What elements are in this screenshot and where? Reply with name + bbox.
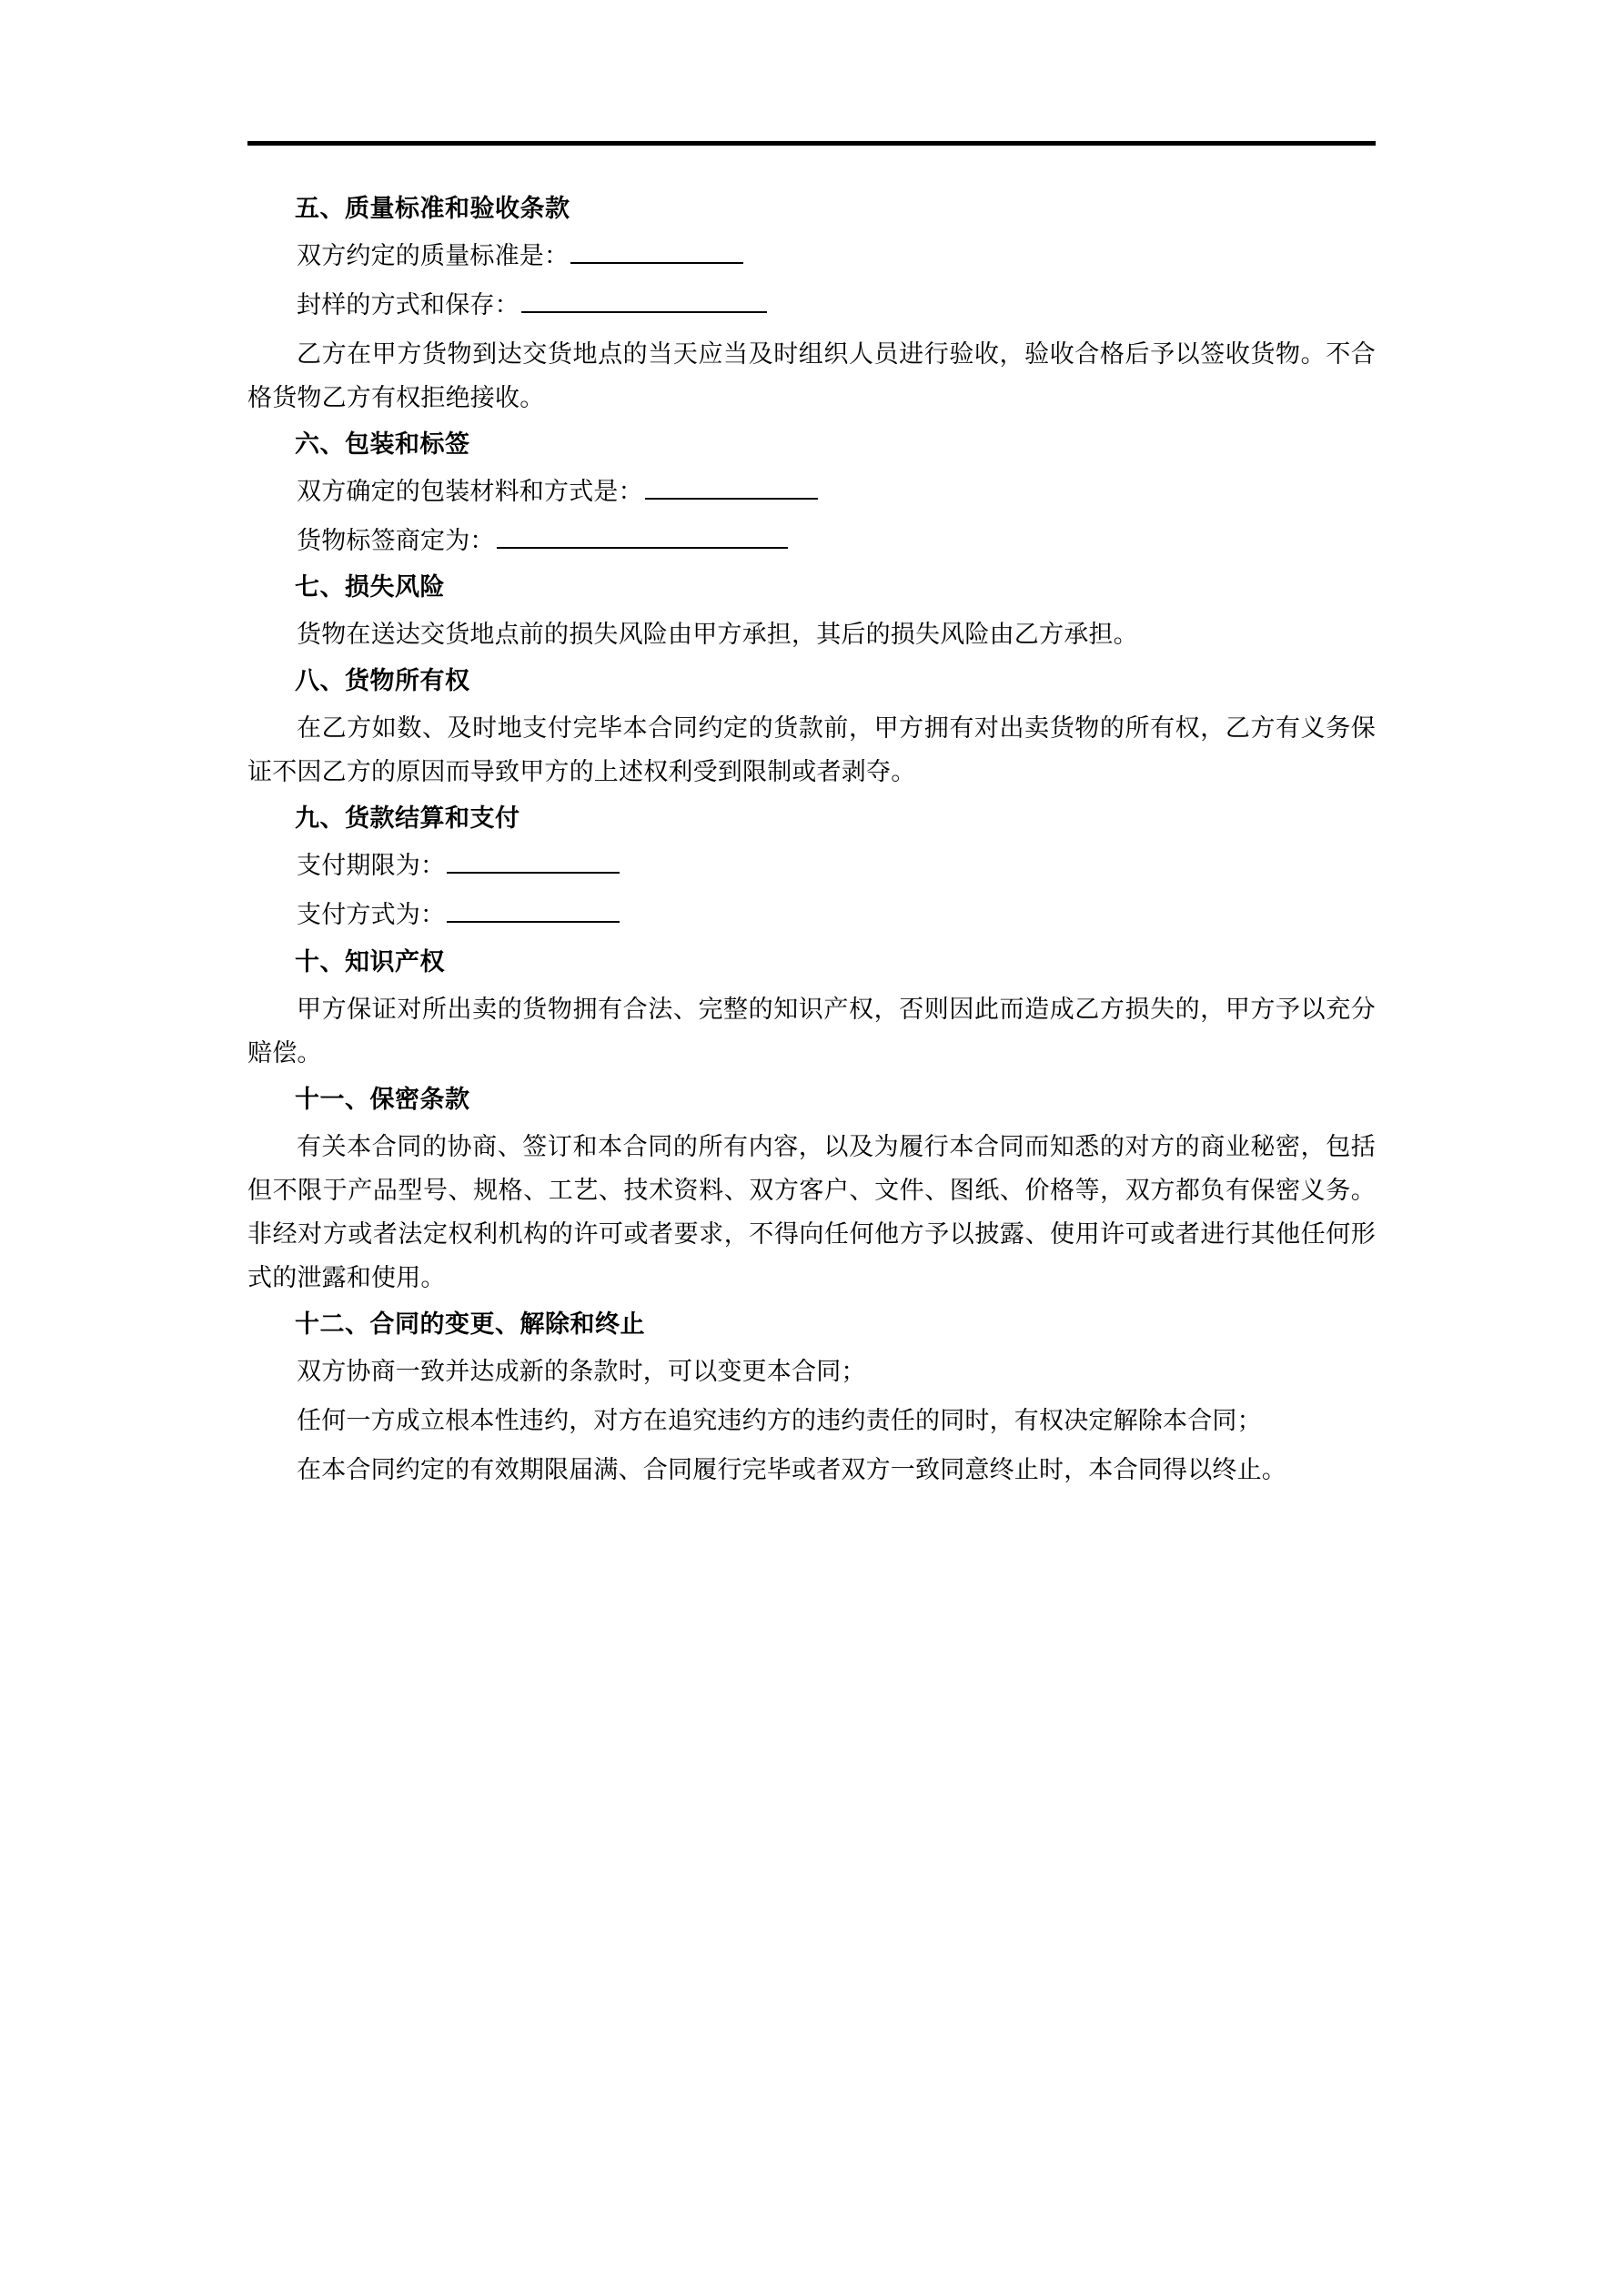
blank-field[interactable]: [447, 848, 620, 874]
fill-label: 支付期限为：: [297, 852, 446, 880]
blank-field[interactable]: [497, 523, 788, 549]
blank-field[interactable]: [645, 474, 818, 500]
section-heading: 十二、合同的变更、解除和终止: [295, 1310, 645, 1338]
fill-label: 支付方式为：: [297, 901, 446, 929]
fill-label: 货物标签商定为：: [297, 527, 495, 555]
blank-field[interactable]: [570, 238, 743, 264]
paragraph: 有关本合同的协商、签订和本合同的所有内容，以及为履行本合同而知悉的对方的商业秘密，包括但不限于产品型号、规格、工艺、技术资料、双方客户、文件、图纸、价格等，双方都负有保密义务。非经对方或者法定权利机构的许可或者要求，不得向任何他方予以披露、使用许可或者进行其他任何形式的泄露和使用。: [247, 1132, 1376, 1291]
fill-line: [247, 890, 1376, 939]
fill-line: [247, 841, 1376, 890]
paragraph: 任何一方成立根本性违约，对方在追究违约方的违约责任的同时，有权决定解除本合同；: [297, 1406, 1262, 1434]
section-heading: 九、货款结算和支付: [295, 804, 520, 833]
blank-field[interactable]: [447, 897, 620, 923]
blank-field[interactable]: [521, 288, 767, 313]
document-body: [247, 187, 1376, 1494]
fill-line: [247, 467, 1376, 516]
fill-label: 封样的方式和保存：: [297, 291, 519, 319]
paragraph: 甲方保证对所出卖的货物拥有合法、完整的知识产权，否则因此而造成乙方损失的，甲方予以充分赔偿。: [247, 995, 1376, 1067]
section-heading: 七、损失风险: [295, 573, 445, 602]
fill-label: 双方约定的质量标准是：: [297, 242, 570, 269]
paragraph: 在乙方如数、及时地支付完毕本合同约定的货款前，甲方拥有对出卖货物的所有权，乙方有义务保证不因乙方的原因而导致甲方的上述权利受到限制或者剥夺。: [247, 714, 1376, 786]
paragraph: 在本合同约定的有效期限届满、合同履行完毕或者双方一致同意终止时，本合同得以终止。: [297, 1455, 1286, 1483]
fill-line: [247, 516, 1376, 565]
paragraph: 货物在送达交货地点前的损失风险由甲方承担，其后的损失风险由乙方承担。: [297, 621, 1138, 649]
section-heading: 十、知识产权: [295, 947, 445, 976]
paragraph: 乙方在甲方货物到达交货地点的当天应当及时组织人员进行验收，验收合格后予以签收货物。不合格货物乙方有权拒绝接收。: [247, 340, 1376, 412]
section-heading: 八、货物所有权: [295, 667, 470, 695]
section-heading: 十一、保密条款: [295, 1085, 470, 1113]
paragraph: 双方协商一致并达成新的条款时，可以变更本合同；: [297, 1357, 866, 1385]
section-heading: 五、质量标准和验收条款: [295, 195, 570, 222]
fill-line: [247, 231, 1376, 280]
section-heading: 六、包装和标签: [295, 430, 470, 459]
fill-label: 双方确定的包装材料和方式是：: [297, 478, 643, 506]
fill-line: [247, 280, 1376, 329]
header-rule: [247, 141, 1376, 146]
